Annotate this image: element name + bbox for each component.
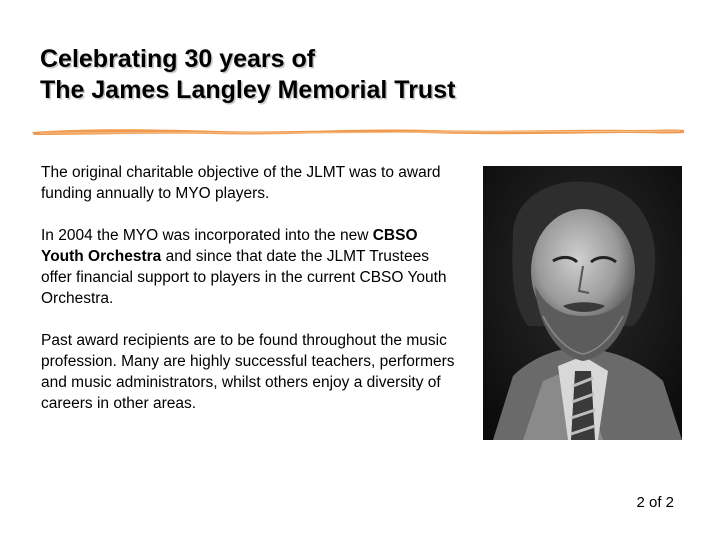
paragraph-cbso	[41, 225, 461, 309]
cbso-youth-orchestra-bold: CBSO Youth Orchestra	[41, 227, 418, 265]
portrait-photo	[483, 166, 682, 440]
paragraph-recipients: Past award recipients are to be found throughout the music profession. Many are highly successful teachers, performers and music administrators, whilst others enjoy a diversity of careers in other areas.	[41, 332, 455, 412]
body-text	[41, 162, 461, 435]
brush-stroke-divider	[30, 124, 686, 138]
paragraph-objective: The original charitable objective of the JLMT was to award funding annually to MYO players.	[41, 164, 441, 202]
page-number: 2 of 2	[636, 494, 674, 511]
slide-title	[40, 44, 455, 106]
title-line-2: The James Langley Memorial Trust	[40, 76, 456, 104]
paragraph-cbso-end: and since that date the JLMT Trustees offer financial support to players in the current CBSO Youth Orchestra.	[41, 248, 447, 307]
title-line-1: Celebrating 30 years of	[40, 45, 316, 73]
paragraph-cbso-start: In 2004 the MYO was incorporated into the new	[41, 227, 373, 244]
portrait-photo-icon	[483, 166, 682, 440]
